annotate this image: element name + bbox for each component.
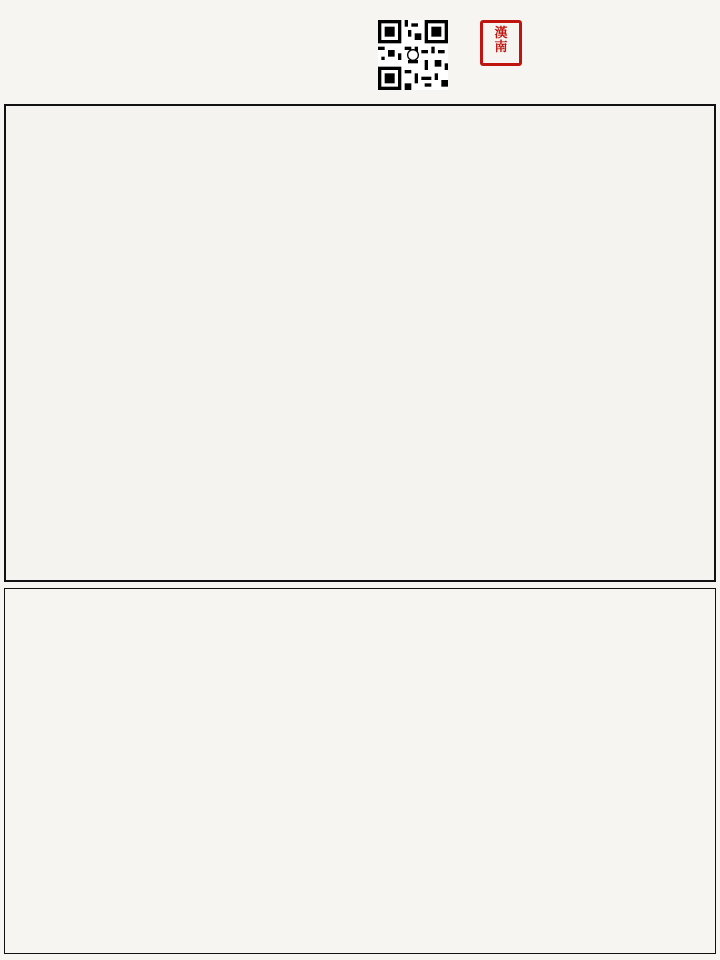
qr-code[interactable] (378, 20, 448, 90)
four-pillars-chart (4, 104, 716, 582)
yearly-luck-grid (4, 588, 716, 954)
red-seal-stamp: 漢 南 (480, 20, 522, 66)
